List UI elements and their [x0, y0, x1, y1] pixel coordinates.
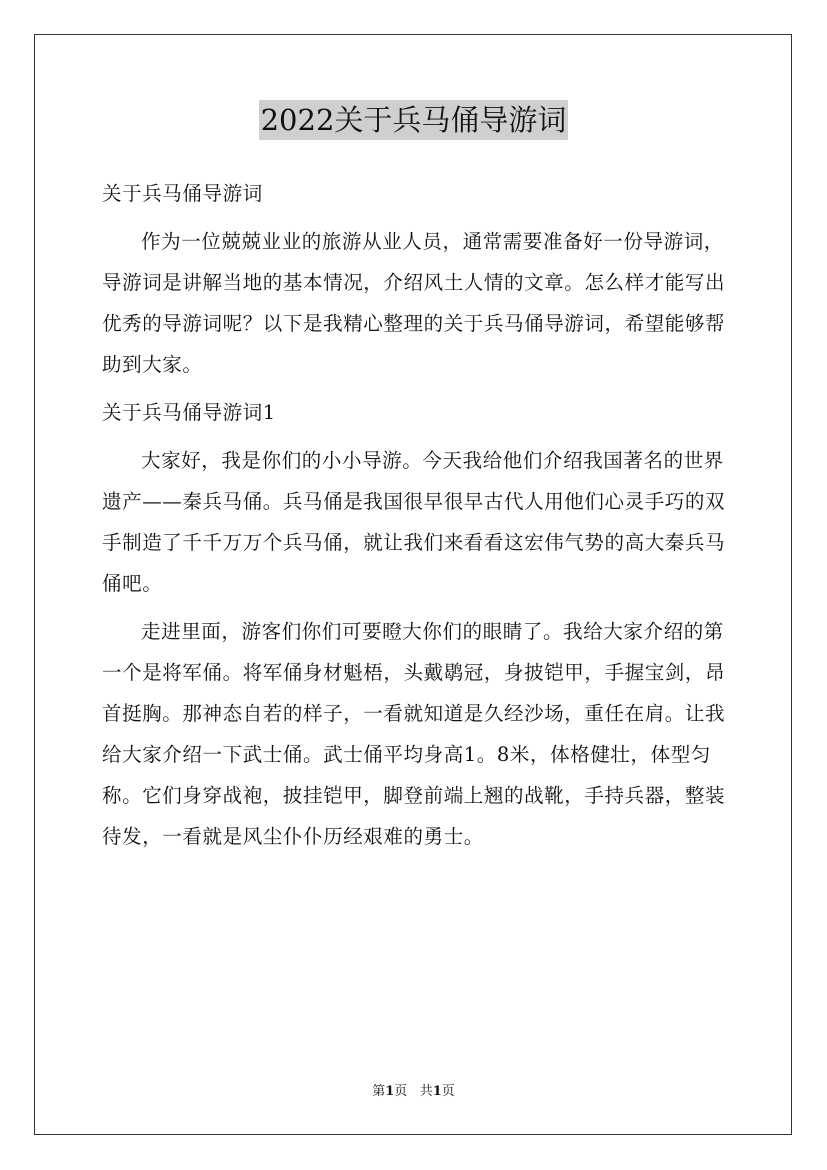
total-suffix: 页 — [441, 1084, 455, 1099]
page-suffix: 页 — [394, 1084, 408, 1099]
body-paragraph: 大家好，我是你们的小小导游。今天我给他们介绍我国著名的世界遗产——秦兵马俑。兵马俑是我国很早很早古代人用他们心灵手巧的双手制造了千千万万个兵马俑，就让我们来看看这宏伟气势的高大秦兵马俑吧。 — [102, 449, 726, 595]
total-pages: 1 — [432, 1084, 442, 1099]
document-body — [102, 173, 742, 864]
page-footer — [0, 1084, 827, 1100]
intro-paragraph: 作为一位兢兢业业的旅游从业人员，通常需要准备好一份导游词，导游词是讲解当地的基本情况，介绍风土人情的文章。怎么样才能写出优秀的导游词呢？以下是我精心整理的关于兵马俑导游词，希望能够帮助到大家。 — [102, 230, 726, 376]
total-prefix: 共 — [419, 1084, 433, 1099]
document-title: 2022关于兵马俑导游词 — [259, 100, 569, 140]
body-paragraph: 走进里面，游客们你们可要瞪大你们的眼睛了。我给大家介绍的第一个是将军俑。将军俑身材魁梧，头戴鹖冠，身披铠甲，手握宝剑，昂首挺胸。那神态自若的样子，一看就知道是久经沙场，重任在肩。让我给大家介绍一下武士俑。武士俑平均身高1。8米，体格健壮，体型匀称。它们身穿战袍，披挂铠甲，脚登前端上翘的战靴，手持兵器，整装待发，一看就是风尘仆仆历经艰难的勇士。 — [102, 620, 726, 848]
section-heading: 关于兵马俑导游词 — [102, 182, 263, 205]
page-number: 1 — [385, 1084, 395, 1099]
section-heading: 关于兵马俑导游词1 — [102, 401, 276, 424]
title-container — [0, 100, 827, 140]
page-prefix: 第 — [372, 1084, 386, 1099]
